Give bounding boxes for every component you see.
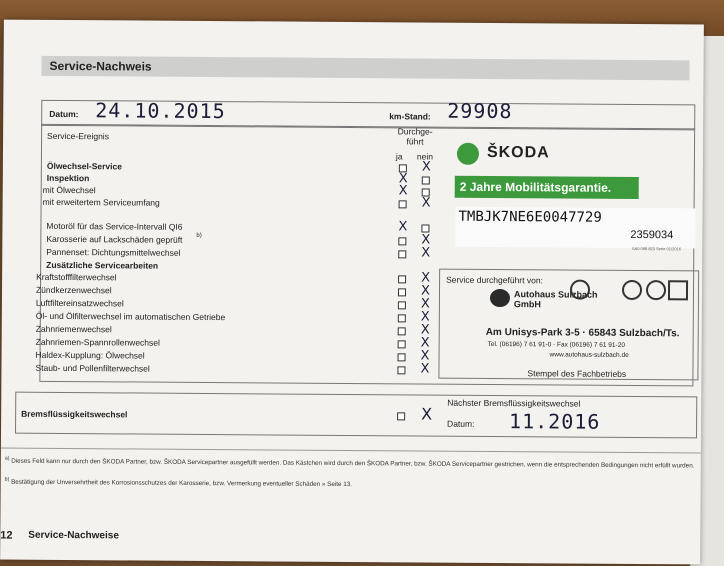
service-item-nein-mark: X [420, 322, 430, 338]
bremse-datum-label: Datum: [447, 418, 475, 429]
service-item-label: Inspektion [46, 172, 90, 184]
service-item-label: Ölwechsel-Service [46, 160, 123, 172]
stamp-company: Autohaus Sulzbach GmbH [513, 289, 598, 310]
service-item-label: Pannenset: Dichtungsmittelwechsel [46, 246, 181, 258]
bremse-ja-checkbox [397, 412, 405, 420]
service-item-ja-checkbox [397, 366, 405, 374]
service-item-nein-mark: X [420, 361, 430, 377]
service-item-label: Öl- und Ölfilterwechsel im automatischen Getriebe [35, 310, 226, 323]
footnote-1: $^{a)}$ Dieses Feld kann nur durch den ŠKODA Partner, bzw. ŠKODA Servicepartner ausgefüllt werden. Das Kästchen wird durch den ŠKODA Partner, bzw. ŠKODA Servicepartner gestrichen, wenn die entsprechenden Bedingungen nicht erfüllt wurden. [4, 455, 695, 470]
skoda-logo-icon [457, 143, 479, 165]
service-item-ja-checkbox [398, 340, 406, 348]
stamp-web: www.autohaus-sulzbach.de [549, 351, 629, 359]
sticker-vin: TMBJK7NE6E0047729 [458, 208, 602, 226]
column-durchgefuehrt: Durchge- führt [397, 126, 433, 147]
service-item-ja-checkbox [398, 275, 406, 283]
footer-title: Service-Nachweise [28, 529, 119, 542]
service-item-nein-mark: X [420, 309, 430, 325]
sticker-number: 2359034 [630, 228, 674, 242]
service-item-nein-mark: X [420, 296, 430, 312]
booklet-page [0, 20, 704, 565]
skoda-service-logo-icon [646, 280, 666, 300]
service-item-nein-mark: X [421, 159, 431, 175]
page-number: 12 [0, 529, 13, 542]
footnote-divider [1, 448, 701, 454]
service-item-nein-checkbox [421, 224, 429, 232]
service-item-ja-checkbox [398, 314, 406, 322]
bremse-datum-value: 11.2016 [509, 409, 601, 434]
datum-label: Datum: [49, 108, 79, 120]
bremse-next-label: Nächster Bremsflüssigkeitswechsel [447, 397, 581, 409]
seat-logo-icon [668, 280, 688, 300]
service-item-ja-mark: X [398, 171, 408, 187]
stamp-caption: Stempel des Fachbetriebs [527, 368, 627, 379]
section-header [42, 56, 690, 81]
service-item-label: Zahnriemenwechsel [35, 323, 112, 335]
service-item-ja-checkbox [398, 353, 406, 361]
sticker-small: 5A0 098 823 Serie 01/2016 [632, 245, 682, 252]
service-item-label: Zahnriemen-Spannrollenwechsel [35, 336, 160, 348]
service-item-label: Motoröl für das Service-Intervall QI6 [46, 220, 183, 232]
stamp-label: Service durchgeführt von: [446, 274, 543, 286]
service-item-ja-checkbox [398, 250, 406, 258]
vw-nutzfahrzeuge-logo-icon [622, 280, 642, 300]
column-ereignis: Service-Ereignis [47, 130, 110, 142]
service-item-label: Haldex-Kupplung: Ölwechsel [35, 349, 145, 361]
section-title: Service-Nachweis [49, 58, 152, 74]
dealer-logo-icon [490, 289, 510, 307]
service-item-ja-checkbox [398, 288, 406, 296]
service-item-label: Karosserie auf Lackschäden geprüft [46, 233, 183, 245]
service-item-ja-mark: X [398, 183, 408, 199]
service-item-nein-mark: X [421, 232, 431, 248]
service-item-label: mit Ölwechsel [42, 184, 96, 196]
service-item-nein-mark: X [420, 348, 430, 364]
service-item-nein-mark: X [421, 195, 431, 211]
service-item-nein-checkbox [422, 176, 430, 184]
service-item-nein-mark: X [420, 335, 430, 351]
stamp-address: Am Unisys-Park 3-5 · 65843 Sulzbach/Ts. [485, 326, 680, 340]
column-nein: nein [416, 151, 434, 162]
service-item-label: Staub- und Pollenfilterwechsel [35, 362, 150, 374]
service-item-label: Zündkerzenwechsel [35, 284, 112, 296]
service-item-nein-mark: X [421, 270, 431, 286]
service-item-label: mit erweitertem Serviceumfang [42, 196, 160, 208]
warranty-banner: 2 Jahre Mobilitätsgarantie. [455, 176, 639, 199]
km-label: km-Stand: [389, 111, 431, 122]
bremse-nein-mark: X [421, 404, 433, 424]
bremse-label: Bremsflüssigkeitswechsel [21, 408, 128, 420]
stamp-phone: Tel. (06196) 7 61 91-0 · Fax (06196) 7 61 91-20 [487, 340, 625, 349]
footnote-2: $^{b)}$ Bestätigung der Unversehrtheit des Korrosionsschutzes der Karosserie, bzw. Vermerkung eventueller Schäden » Seite 13. [4, 476, 353, 489]
service-item-label: Zusätzliche Servicearbeiten [46, 259, 159, 271]
service-item-ja-checkbox [398, 301, 406, 309]
service-item-nein-mark: X [420, 283, 430, 299]
service-item-ja-checkbox [399, 200, 407, 208]
km-value: 29908 [447, 98, 513, 124]
footnote-ref: b) [196, 232, 202, 239]
datum-value: 24.10.2015 [95, 98, 226, 124]
vw-logo-icon [570, 280, 590, 300]
service-item-label: Luftfiltereinsatzwechsel [35, 297, 124, 309]
service-item-ja-checkbox [398, 327, 406, 335]
service-item-ja-mark: X [398, 219, 408, 235]
service-item-ja-checkbox [398, 237, 406, 245]
service-item-nein-mark: X [421, 245, 431, 261]
service-item-label: Kraftstofffilterwechsel [36, 271, 117, 283]
brand-name: ŠKODA [486, 143, 550, 162]
column-ja: ja [395, 151, 403, 162]
